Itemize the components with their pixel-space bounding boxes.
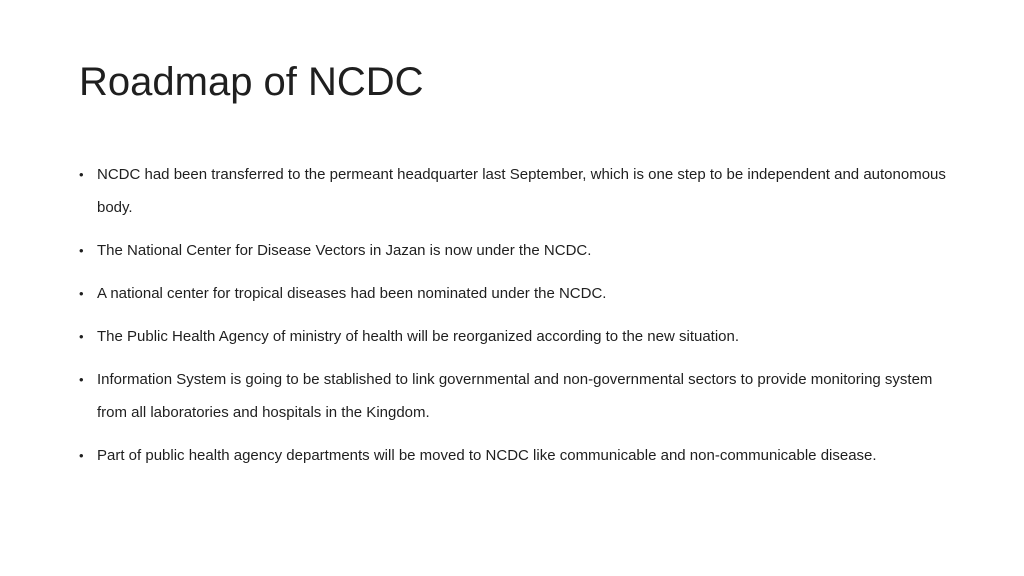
bullet-dot-icon: • bbox=[79, 167, 84, 182]
bullet-item bbox=[79, 158, 949, 224]
bullet-dot-icon: • bbox=[79, 448, 84, 463]
bullet-item bbox=[79, 363, 949, 429]
bullet-dot-icon: • bbox=[79, 243, 84, 258]
bullet-list bbox=[79, 158, 949, 482]
bullet-text: The National Center for Disease Vectors in Jazan is now under the NCDC. bbox=[97, 242, 592, 259]
bullet-item bbox=[79, 234, 949, 267]
bullet-dot-icon: • bbox=[79, 329, 84, 344]
bullet-text: NCDC had been transferred to the permeant headquarter last September, which is one step to be independent and autonomous body. bbox=[97, 166, 946, 216]
slide-title: Roadmap of NCDC bbox=[79, 60, 424, 104]
bullet-text: Part of public health agency departments will be moved to NCDC like communicable and non-communicable disease. bbox=[97, 447, 877, 464]
bullet-text: The Public Health Agency of ministry of health will be reorganized according to the new situation. bbox=[97, 328, 740, 345]
bullet-item bbox=[79, 320, 949, 353]
bullet-dot-icon: • bbox=[79, 286, 84, 301]
bullet-text: Information System is going to be stablished to link governmental and non-governmental sectors to provide monitoring system from all laboratories and hospitals in the Kingdom. bbox=[97, 371, 933, 421]
bullet-dot-icon: • bbox=[79, 372, 84, 387]
bullet-item bbox=[79, 439, 949, 472]
bullet-text: A national center for tropical diseases had been nominated under the NCDC. bbox=[97, 285, 607, 302]
bullet-item bbox=[79, 277, 949, 310]
